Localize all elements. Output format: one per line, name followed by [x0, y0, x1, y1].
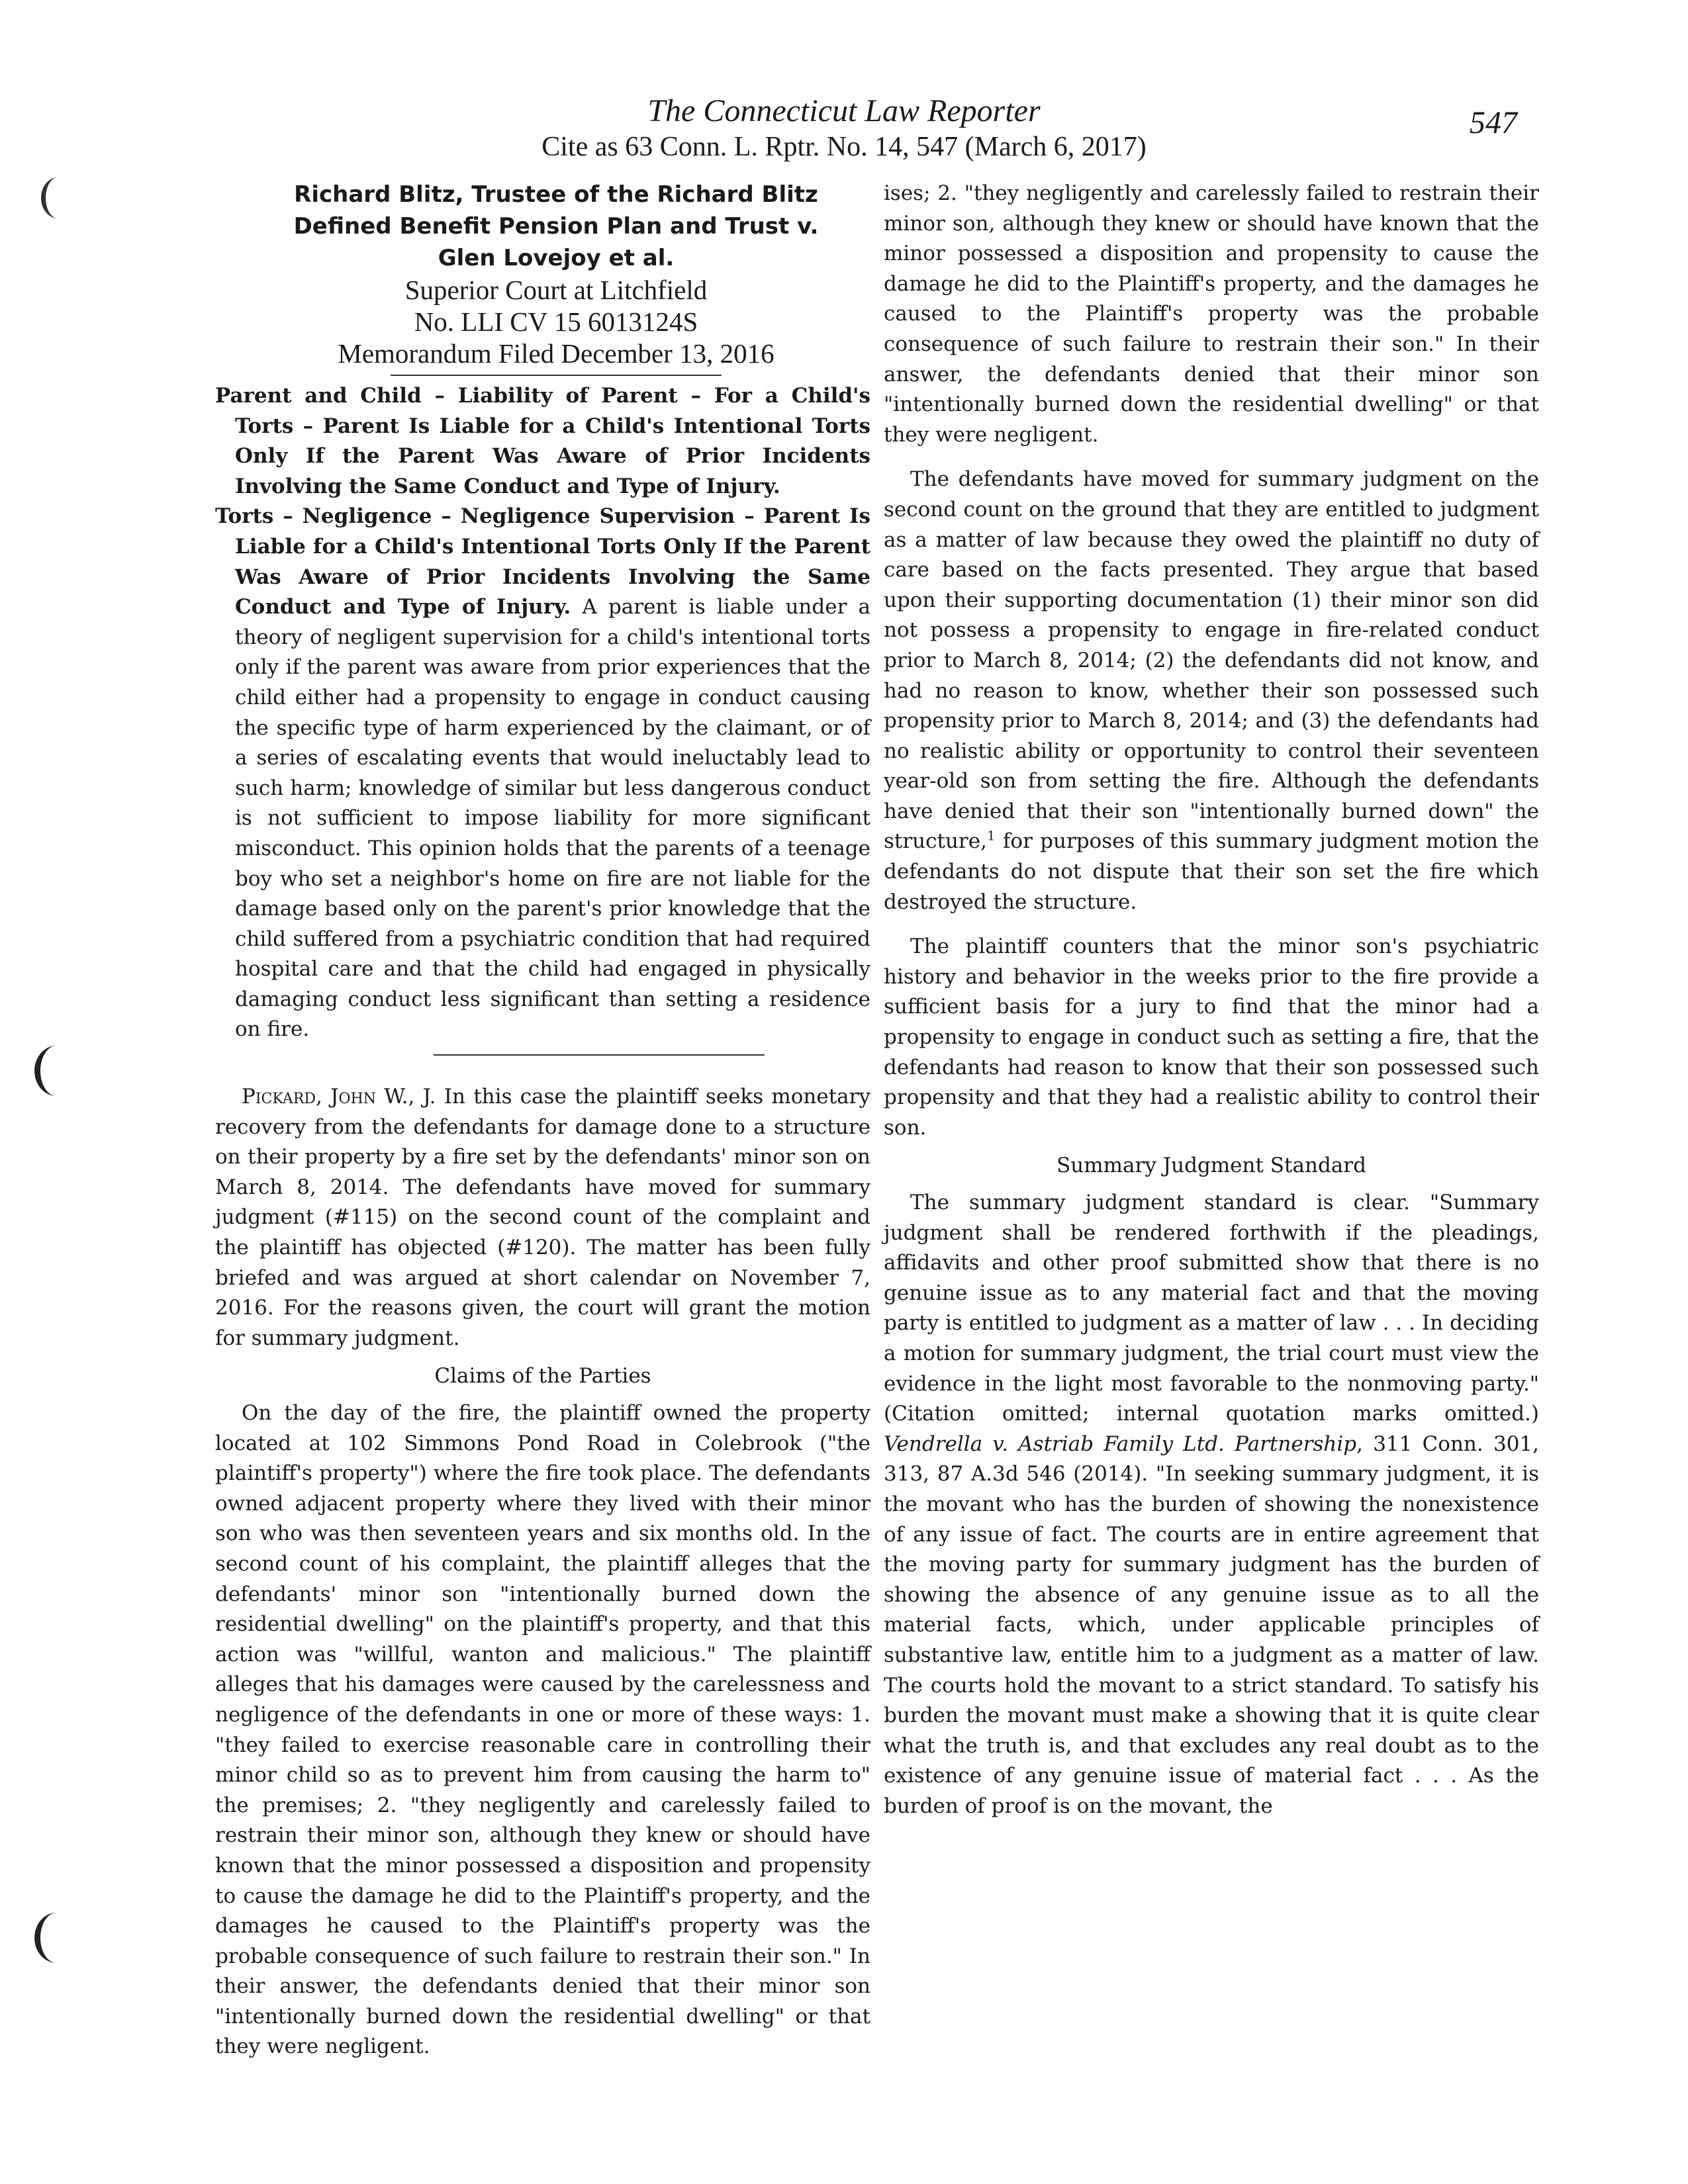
headnote: [215, 381, 870, 502]
page-number: 547: [1470, 105, 1517, 140]
opinion-paragraph: The summary judgment standard is clear. "Summary judgment shall be rendered forthwith if the pleadings, affidavits and other proof submitted show that there is no genuine issue as to any material fact and that the moving party is entitled to judgment as a matter of law . . . In deciding a motion for summary judgment, the trial court must view the evidence in the light most favorable to the nonmoving party." (Citation omitted; internal quotation marks omitted.) Vendrella v. Astriab Family Ltd. Partnership, 311 Conn. 301, 313, 87 A.3d 546 (2014). "In seeking summary judgment, it is the movant who has the burden of showing the nonexistence of any issue of fact. The courts are in entire agreement that the moving party for summary judgment has the burden of showing the absence of any genuine issue as to all the material facts, which, under applicable principles of substantive law, entitle him to a judgment as a matter of law. The courts hold the movant to a strict standard. To satisfy his burden the movant must make a showing that it is quite clear what the truth is, and that excludes any real doubt as to the existence of any genuine issue of material fact . . . As the burden of proof is on the movant, the: [884, 1191, 1539, 1818]
binder-hole-icon: [34, 1913, 79, 1963]
opinion-paragraph: The defendants have moved for summary judgment on the second count on the ground that they are entitled to judgment as a matter of law because they owed the plaintiff no duty of care based on the facts presented. They argue that based upon their supporting documentation (1) their minor son did not possess a propensity to engage in fire-related conduct prior to March 8, 2014; (2) the defendants did not know, and had no reason to know, whether their son possessed such propensity prior to March 8, 2014; and (3) the defendants had no realistic ability or opportunity to control their seventeen year-old son from setting the fire. Although the defendants have denied that their son "intentionally burned down" the structure,$^1$ for purposes of this summary judgment motion the defendants do not dispute that their son set the fire which destroyed the structure.: [884, 467, 1539, 914]
headnote-heading: Parent and Child – Liability of Parent – For a Child's Torts – Parent Is Liable for a Child's Intentional Torts Only If the Parent Was Aware of Prior Incidents Involving the Same Conduct and Type of Injury.: [215, 384, 870, 498]
case-citation: Vendrella v. Astriab Family Ltd. Partnership: [884, 1432, 1357, 1456]
opinion-paragraph: On the day of the fire, the plaintiff owned the property located at 102 Simmons Pond Road in Colebrook ("the plaintiff's property") where the fire took place. The defendants owned adjacent property where they lived with their minor son who was then seventeen years and six months old. In the second count of his complaint, the plaintiff alleges that the defendants' minor son "intentionally burned down the residential dwelling" on the plaintiff's property, and that this action was "willful, wanton and malicious." The plaintiff alleges that his damages were caused by the carelessness and negligence of the defendants in one or more of these ways: 1. "they failed to exercise reasonable care in controlling their minor child so as to prevent him from causing the harm to" the premises; 2. "they negligently and carelessly failed to restrain their minor son, although they knew or should have known that the minor possessed a disposition and propensity to cause the damage he did to the Plaintiff's property, and the damages he caused to the Plaintiff's property was the probable consequence of such failure to restrain their son." In their answer, the defendants denied that their minor son "intentionally burned down the residential dwelling" or that they were negligent.: [215, 1401, 870, 2059]
headnote-text: A parent is liable under a theory of negligent supervision for a child's intentional torts only if the parent was aware from prior experiences that the child either had a propensity to engage in conduct causing the specific type of harm experienced by the claimant, or of a series of escalating events that would ineluctably lead to such harm; knowledge of similar but less dangerous conduct is not sufficient to impose liability for more significant misconduct. This opinion holds that the parents of a teenage boy who set a neighbor's home on fire are not liable for the damage based only on the parent's prior knowledge that the child suffered from a psychiatric condition that had required hospital care and that the child had engaged in physically damaging conduct less significant than setting a residence on fire.: [235, 595, 871, 1042]
left-column: [215, 179, 870, 2062]
judge-name: Pickard, John W., J.: [242, 1085, 436, 1109]
page-header: [0, 93, 1688, 164]
court-name: Superior Court at Litchfield: [404, 275, 708, 305]
docket-number: No. LLI CV 15 6013124S: [414, 306, 698, 337]
binder-hole-icon: [41, 177, 75, 218]
opinion-paragraph: Pickard, John W., J. In this case the plaintiff seeks monetary recovery from the defendants for damage done to a structure on their property by a fire set by the defendants' minor son on March 8, 2014. The defendants have moved for summary judgment (#115) on the second count of the complaint and the plaintiff has objected (#120). The matter has been fully briefed and was argued at short calendar on November 7, 2016. For the reasons given, the court will grant the motion for summary judgment.: [215, 1085, 870, 1350]
opinion-paragraph: ises; 2. "they negligently and carelessly failed to restrain their minor son, although they knew or should have known that the minor possessed a disposition and propensity to cause the damage he did to the Plaintiff's property, and the damages he caused to the Plaintiff's property was the probable consequence of such failure to restrain their son." In their answer, the defendants denied that their minor son "intentionally burned down the residential dwelling" or that they were negligent.: [884, 181, 1539, 447]
case-title-line: Glen Lovejoy et al.: [438, 245, 675, 271]
opinion-paragraph: The plaintiff counters that the minor son's psychiatric history and behavior in the weeks prior to the fire provide a sufficient basis for a jury to find that the minor had a propensity to engage in conduct such as setting a fire, that the defendants had reason to know that their son possessed such propensity and that they had a realistic ability to control their son.: [884, 934, 1539, 1140]
divider: [391, 375, 722, 376]
filed-date: Memorandum Filed December 13, 2016: [338, 338, 774, 369]
divider: [434, 1054, 765, 1056]
journal-title: The Connecticut Law Reporter: [647, 93, 1041, 128]
case-title-line: Defined Benefit Pension Plan and Trust v.: [293, 213, 819, 240]
section-heading: Claims of the Parties: [434, 1364, 651, 1388]
case-title-line: Richard Blitz, Trustee of the Richard Blitz: [294, 181, 818, 208]
citation-line: Cite as 63 Conn. L. Rptr. No. 14, 547 (March 6, 2017): [541, 132, 1147, 162]
headnote-heading: Torts – Negligence – Negligence Supervision – Parent Is Liable for a Child's Intentional Torts Only If the Parent Was Aware of Prior Incidents Involving the Same Conduct and Type of Injury.: [215, 504, 870, 619]
binder-hole-icon: [34, 1046, 79, 1096]
footnote-ref[interactable]: 1: [986, 828, 996, 844]
headnote: [215, 502, 870, 1045]
right-column-content: [884, 179, 1539, 1821]
section-heading: Summary Judgment Standard: [1056, 1154, 1366, 1178]
case-caption: [242, 179, 870, 376]
